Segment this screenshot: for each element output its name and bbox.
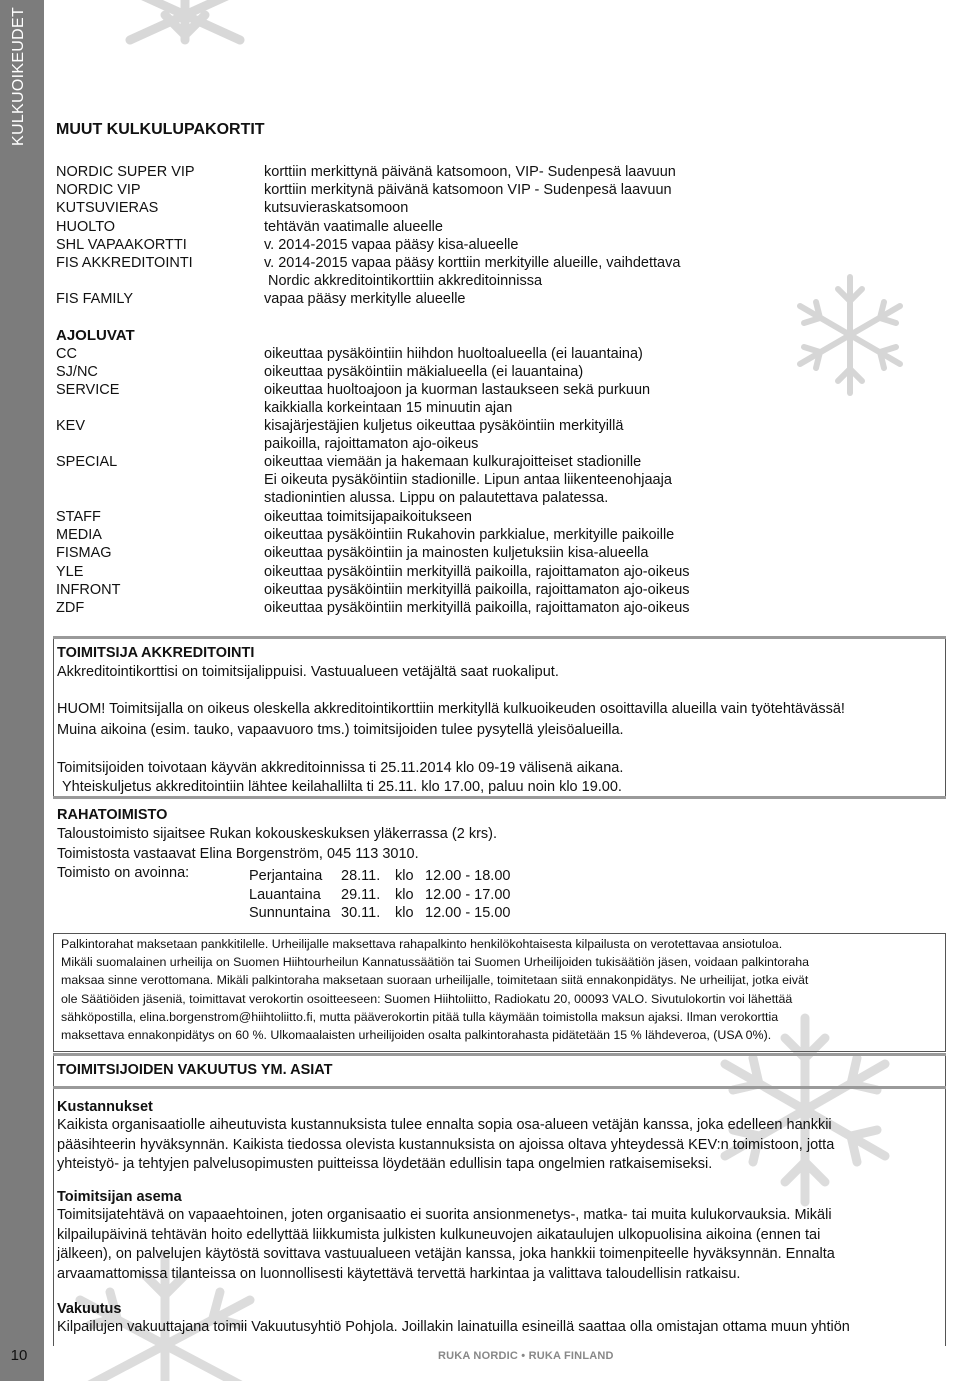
pass-description: Nordic akkreditointikorttiin akkreditoinnissa xyxy=(268,273,543,289)
section-title: MUUT KULKULUPAKORTIT xyxy=(56,121,265,138)
permits-title: AJOLUVAT xyxy=(56,327,135,344)
position-title: Toimitsijan asema xyxy=(57,1189,182,1205)
hours-klo: klo xyxy=(395,868,414,884)
snowflake-icon xyxy=(790,270,910,400)
cash-open-label: Toimisto on avoinna: xyxy=(57,865,190,881)
pass-name: KUTSUVIERAS xyxy=(56,200,159,216)
permit-name: KEV xyxy=(56,418,86,434)
costs-title: Kustannukset xyxy=(57,1099,153,1115)
pass-description: vapaa pääsy merkitylle alueelle xyxy=(264,291,466,307)
hours-klo: klo xyxy=(395,905,414,921)
cash-text: Toimistosta vastaavat Elina Borgenström, 045 113 3010. xyxy=(57,846,419,862)
hours-date: 30.11. xyxy=(341,905,381,921)
pass-name: HUOLTO xyxy=(56,219,116,235)
position-text: jälkeen), on palvelujen käytöstä sovittava vastuualueen vetäjän kanssa, joka hankkii toimenpiteelle hyväksynnän. Ennalta xyxy=(57,1246,835,1262)
prize-text: sähköpostilla, elina.borgenstrom@hiihtoliitto.fi, mutta pääverokortin pitää tulla käymään toimistolla maksun ajaksi. Ilman verokorttia xyxy=(61,1009,779,1024)
hours-time: 12.00 - 17.00 xyxy=(425,887,511,903)
hours-day: Perjantaina xyxy=(249,868,323,884)
permit-name: FISMAG xyxy=(56,545,112,561)
hours-day: Sunnuntaina xyxy=(249,905,331,921)
hours-date: 28.11. xyxy=(341,868,381,884)
snowflake-icon xyxy=(100,0,270,60)
permit-name: STAFF xyxy=(56,509,101,525)
prize-text: maksettava ennakonpidätys on 60 %. Ulkomaalaisten urheilijoiden osalta palkintorahasta pidätetään 15 % lähdeveroa, (USA 0%). xyxy=(61,1028,772,1042)
official-note: HUOM! Toimitsijalla on oikeus oleskella akkreditointikorttiin merkityllä kulkuoikeuden osoittavilla alueilla vain työtehtävässä! xyxy=(57,701,845,717)
permit-description: oikeuttaa pysäköintiin merkityillä paikoilla, rajoittamaton ajo-oikeus xyxy=(264,582,690,598)
pass-description: v. 2014-2015 vapaa pääsy kisa-alueelle xyxy=(264,237,519,253)
official-text: Akkreditointikorttisi on toimitsijalippuisi. Vastuualueen vetäjältä saat ruokaliput. xyxy=(57,664,559,680)
permit-description: paikoilla, rajoittamaton ajo-oikeus xyxy=(264,436,479,452)
position-text: kilpailupäivinä tehtävän hoito edellyttää liikkumista julkisten kulkuneuvojen aikataulujen ulkopuolisina aikoina (ennen tai xyxy=(57,1226,821,1243)
permit-name: ZDF xyxy=(56,600,85,616)
permit-name: INFRONT xyxy=(56,582,121,598)
permit-description: Ei oikeuta pysäköintiin stadionille. Lipun antaa liikenteenohjaaja xyxy=(264,472,672,488)
cash-text: Taloustoimisto sijaitsee Rukan kokouskeskuksen yläkerrassa (2 krs). xyxy=(57,826,498,842)
hours-time: 12.00 - 15.00 xyxy=(425,905,511,921)
costs-text: yhteistyö- ja tehtyjen palvelusopimusten puitteissa löydetään edullisin tapa ongelmien ratkaisemiseksi. xyxy=(57,1156,713,1172)
side-tab-bar xyxy=(0,0,44,1381)
pass-description: kutsuvieraskatsomoon xyxy=(264,200,409,216)
hours-time: 12.00 - 18.00 xyxy=(425,868,511,884)
permit-description: oikeuttaa pysäköintiin Rukahovin parkkialue, merkityille paikoille xyxy=(264,527,675,543)
pass-description: v. 2014-2015 vapaa pääsy korttiin merkityille alueille, vaihdettava xyxy=(264,255,681,271)
prize-text: Palkintorahat maksetaan pankkitilelle. Urheilijalle maksettava rahapalkinto henkilökohtaisesta kilpailusta on verotettavaa ansiotuloa. xyxy=(61,937,783,951)
permit-name: CC xyxy=(56,346,77,362)
side-tab-label: KULKUOIKEUDET xyxy=(10,6,27,146)
pass-description: tehtävän vaatimalle alueelle xyxy=(264,219,443,235)
rule-line xyxy=(53,796,946,799)
permit-name: SJ/NC xyxy=(56,364,98,380)
permit-description: kisajärjestäjien kuljetus oikeuttaa pysäköintiin merkityillä xyxy=(264,418,624,434)
prize-text: maksaa sinne verottomana. Mikäli palkintoraha maksetaan suoraan urheilijalle, toimitetaan siitä ennakonpidätys. Ne urheilijat, jotka eivät xyxy=(61,973,809,988)
permit-description: oikeuttaa pysäköintiin mäkialueella (ei lauantaina) xyxy=(264,364,584,380)
page-number: 10 xyxy=(10,1347,28,1364)
insurance-box xyxy=(53,1056,946,1346)
hours-day: Lauantaina xyxy=(249,887,321,903)
permit-description: stadionintien alussa. Lippu on palautettava palatessa. xyxy=(264,490,609,506)
official-note: Muina aikoina (esim. tauko, vapaavuoro tms.) toimitsijoiden tulee pysytellä yleisöalueilla. xyxy=(57,722,624,738)
permit-description: oikeuttaa huoltoajoon ja kuorman lastaukseen sekä purkuun xyxy=(264,382,651,398)
permit-description: oikeuttaa viemään ja hakemaan kulkurajoitteiset stadionille xyxy=(264,454,642,470)
permit-description: oikeuttaa pysäköintiin ja mainosten kuljetuksiin kisa-alueella xyxy=(264,545,649,561)
insurance-title: TOIMITSIJOIDEN VAKUUTUS YM. ASIAT xyxy=(57,1062,333,1078)
permit-description: kaikkialla korkeintaan 15 minuutin ajan xyxy=(264,400,513,416)
cash-title: RAHATOIMISTO xyxy=(57,807,168,823)
costs-text: Kaikista organisaatiolle aiheutuvista kustannuksista tulee ennalta sopia osa-alueen vetäjän kanssa, joka edelleen hankkii xyxy=(57,1117,832,1133)
pass-description: korttiin merkitynä päivänä katsomoon VIP - Sudenpesä laavuun xyxy=(264,182,672,198)
position-text: arvaamattomissa tilanteissa on luonnollisesti käytettävä tervettä harkintaa ja valittava taloudellisin ratkaisu. xyxy=(57,1265,741,1282)
hours-date: 29.11. xyxy=(341,887,381,903)
pass-name: FIS AKKREDITOINTI xyxy=(56,255,193,271)
permit-name: MEDIA xyxy=(56,527,102,543)
hours-klo: klo xyxy=(395,887,414,903)
permit-name: SPECIAL xyxy=(56,454,118,470)
permit-name: YLE xyxy=(56,564,84,580)
pass-name: NORDIC VIP xyxy=(56,182,141,198)
prize-text: ole Säätiöiden jäseniä, toimittavat verokortin osoitteeseen: Suomen Hiihtoliitto, Radiokatu 20, 00093 VALO. Sivutulokortin voi lähettää xyxy=(61,991,793,1006)
insurance-text: Kilpailujen vakuuttajana toimii Vakuutusyhtiö Pohjola. Joillakin lainatuilla esineillä saattaa olla omistajan ottama muun yhtiön xyxy=(57,1319,850,1335)
pass-name: NORDIC SUPER VIP xyxy=(56,164,195,180)
permit-description: oikeuttaa pysäköintiin hiihdon huoltoalueella (ei lauantaina) xyxy=(264,346,643,362)
costs-text: pääsihteerin hyväksynnän. Kaikista tiedossa olevista kustannuksista on ajoissa oltava yhteydessä KEV:n toimistoon, jotta xyxy=(57,1136,835,1153)
permit-name: SERVICE xyxy=(56,382,120,398)
permit-description: oikeuttaa toimitsijapaikoitukseen xyxy=(264,509,472,525)
official-transport: Yhteiskuljetus akkreditointiin lähtee keilahallilta ti 25.11. klo 17.00, paluu noin klo 19.00. xyxy=(62,779,622,795)
prize-text: Mikäli suomalainen urheilija on Suomen Hiihtourheilun Kannatussäätiön tai Suomen Urheilijoiden tukisäätiön jäsen, voidaan palkintoraha xyxy=(61,955,810,970)
insurance-subtitle: Vakuutus xyxy=(57,1301,122,1317)
permit-description: oikeuttaa pysäköintiin merkityillä paikoilla, rajoittamaton ajo-oikeus xyxy=(264,564,690,580)
official-pickup: Toimitsijoiden toivotaan käyvän akkreditoinnissa ti 25.11.2014 klo 09-19 välisenä aikana. xyxy=(57,760,624,776)
permit-description: oikeuttaa pysäköintiin merkityillä paikoilla, rajoittamaton ajo-oikeus xyxy=(264,600,690,616)
position-text: Toimitsijatehtävä on vapaaehtoinen, joten organisaatio ei suorita ansionmenetys-, matka- tai muita kulukorvauksia. Mikäli xyxy=(57,1207,832,1223)
pass-name: FIS FAMILY xyxy=(56,291,134,307)
official-title: TOIMITSIJA AKKREDITOINTI xyxy=(57,645,255,661)
rule-line xyxy=(53,1086,946,1089)
footer-brand: RUKA NORDIC • RUKA FINLAND xyxy=(438,1350,614,1362)
pass-name: SHL VAPAAKORTTI xyxy=(56,237,187,253)
pass-description: korttiin merkittynä päivänä katsomoon, VIP- Sudenpesä laavuun xyxy=(264,164,676,180)
